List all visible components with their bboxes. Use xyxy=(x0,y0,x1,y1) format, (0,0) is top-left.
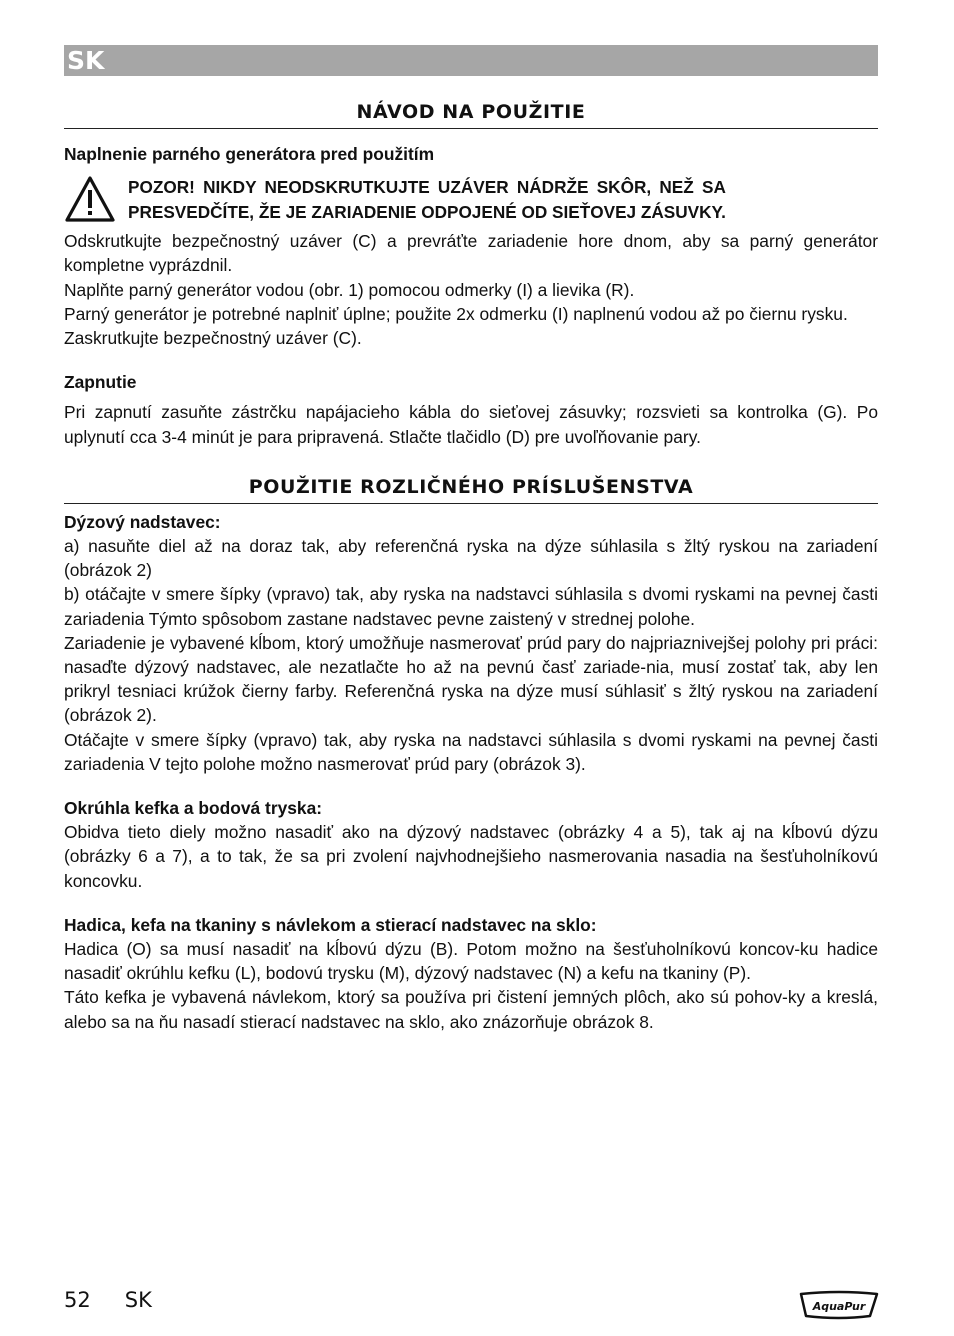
paragraph: Parný generátor je potrebné naplniť úplne; použite 2x odmerku (I) naplnenú vodou až po čiernu rysku. xyxy=(64,303,848,324)
paragraph: Táto kefka je vybavená návlekom, ktorý sa používa pri čistení jemných plôch, ako sú pohov-ky a kreslá, alebo sa na ňu nasadí stierací nadstavec na sklo, ako znázorňuje obrázok 8. xyxy=(64,987,878,1032)
page-content xyxy=(64,98,878,1034)
subheading-nozzle: Dýzový nadstavec: xyxy=(64,511,221,532)
paragraph: Otáčajte v smere šípky (vpravo) tak, aby ryska na nadstavci súhlasila s dvomi ryskami na pevnej časti zariadenia V tejto polohe možno nasmerovať prúd pary (obrázok 3). xyxy=(64,729,878,774)
paragraph: Zariadenie je vybavené kĺbom, ktorý umožňuje nasmerovať prúd pary do najpriaznivejšej polohy pri práci: nasaďte dýzový nadstavec, ale nezatlačte ho až na pevnú časť zariade-nia, musí zostať tak, aby len prikryl tesniaci krúžok čierny farby. Referenčná ryska na dýze musí súhlasiť s žltý ryskou na zariadení (obrázok 2). xyxy=(64,632,878,726)
paragraph: a) nasuňte diel až na doraz tak, aby referenčná ryska na dýze súhlasila s žltý ryskou na zariadení (obrázok 2) xyxy=(64,536,878,581)
paragraph: Pri zapnutí zasuňte zástrčku napájacieho kábla do sieťovej zásuvky; rozsvieti sa kontrolka (G). Po uplynutí cca 3-4 minút je para pripravená. Stlačte tlačidlo (D) pre uvoľňovanie pary. xyxy=(64,402,878,447)
paragraph: Hadica (O) sa musí nasadiť na kĺbovú dýzu (B). Potom možno na šesťuholníkovú koncov-ku hadice nasadiť okrúhlu kefku (L), bodovú trysku (M), dýzový nadstavec (N) a kefu na tkaniny (P). xyxy=(64,939,878,984)
footer-language: SK xyxy=(124,1288,152,1312)
paragraph: Odskrutkujte bezpečnostný uzáver (C) a prevráťte zariadenie hore dnom, aby sa parný generátor kompletne vyprázdnil. xyxy=(64,231,878,276)
section-title-instructions: NÁVOD NA POUŽITIE xyxy=(64,98,878,129)
paragraph: Zaskrutkujte bezpečnostný uzáver (C). xyxy=(64,328,362,349)
brand-logo xyxy=(798,1289,880,1321)
warning-block xyxy=(64,175,878,225)
warning-line-1: POZOR! NIKDY NEODSKRUTKUJTE UZÁVER NÁDRŽE SKÔR, NEŽ SA xyxy=(128,177,726,198)
paragraph: Naplňte parný generátor vodou (obr. 1) pomocou odmerky (I) a lievika (R). xyxy=(64,279,635,300)
warning-text xyxy=(128,175,726,225)
paragraph: b) otáčajte v smere šípky (vpravo) tak, aby ryska na nadstavci súhlasila s dvomi ryskami na pevnej časti zariadenia Týmto spôsobom zastane nadstavec pevne zaistený v strednej polohe. xyxy=(64,584,878,629)
language-code: SK xyxy=(67,46,105,75)
page-number: 52 xyxy=(64,1288,91,1312)
section-title-accessories: POUŽITIE ROZLIČNÉHO PRÍSLUŠENSTVA xyxy=(64,473,878,504)
paragraph: Obidva tieto diely možno nasadiť ako na dýzový nadstavec (obrázky 4 a 5), tak aj na kĺbovú dýzu (obrázky 6 a 7), a to tak, že sa pri zvolení najvhodnejšieho nasmerovania nasadia na šesťuholníkovú koncovku. xyxy=(64,822,878,891)
warning-line-2: PRESVEDČÍTE, ŽE JE ZARIADENIE ODPOJENÉ OD SIEŤOVEJ ZÁSUVKY. xyxy=(128,202,726,223)
logo-text: AquaPur xyxy=(812,1300,866,1313)
subheading-filling: Naplnenie parného generátora pred použitím xyxy=(64,144,435,164)
language-header-bar xyxy=(64,45,878,76)
warning-triangle-icon xyxy=(64,175,116,223)
subheading-round-brush: Okrúhla kefka a bodová tryska: xyxy=(64,798,323,819)
subheading-power-on: Zapnutie xyxy=(64,372,137,393)
page-footer xyxy=(64,1288,152,1312)
subheading-hose: Hadica, kefa na tkaniny s návlekom a stierací nadstavec na sklo: xyxy=(64,914,597,935)
